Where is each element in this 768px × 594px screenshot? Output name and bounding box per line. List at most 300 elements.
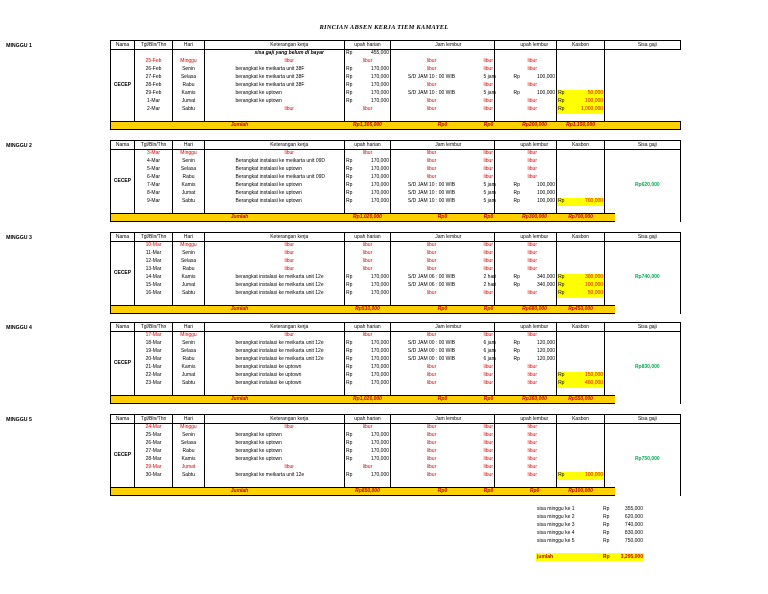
spacer [391,258,403,266]
empty-cell [569,114,605,122]
rp-cell: Rp [513,274,520,280]
spacer [605,488,615,496]
kasbon-cell: 50,000 [569,290,605,298]
day-cell: Sabtu [173,106,205,114]
rp-cell [557,364,569,372]
col-header-upah-lembur: upah lembur [513,233,557,242]
col-header-nama: Nama [111,233,135,242]
spacer [461,198,483,206]
spacer [461,448,483,456]
kasbon-cell [569,242,605,250]
spacer [205,456,235,464]
kasbon-cell [569,174,605,182]
overtime-time-cell: libur [426,98,437,104]
rp-cell: Rp [513,348,520,354]
overtime-hours-cell: 5 jam [483,74,496,80]
empty-cell [135,114,173,122]
spacer [391,233,403,242]
empty-cell [403,388,461,396]
overtime-wage-cell: 100,000 [527,74,557,82]
day-cell: Selasa [173,348,205,356]
spacer [391,141,403,150]
spacer [205,198,235,206]
overtime-time-cell: libur [426,250,437,256]
overtime-hours-cell: libur [483,290,493,296]
kasbon-cell [569,356,605,364]
kasbon-cell [569,166,605,174]
spacer [391,332,403,340]
total-overtime-time: Rp0 [403,214,483,222]
spacer [461,98,483,106]
col-header-tgl: Tgl/Bln/Thn [135,323,173,332]
spacer [495,258,513,266]
overtime-wage-cell: libur [527,106,557,114]
col-header-hari: Hari [173,41,205,50]
spacer [605,456,615,464]
empty-cell [557,388,569,396]
spacer [495,290,513,298]
note-text: sisa gaji yang belum di bayar [235,50,345,58]
date-cell: 8-Mar [135,190,173,198]
rp-cell: Rp [346,282,353,288]
overtime-hours-cell: 5 jam [483,90,496,96]
empty-cell [235,480,345,488]
description-cell: berangkat instalasi ke meikarta unit 12e [235,282,345,290]
summary-label: sisa minggu ke 2 [537,514,575,520]
spacer [205,472,235,480]
spacer [391,306,403,314]
table-row [111,106,681,114]
description-cell: berangkat instalasi ke uptown [235,364,345,372]
spacer [461,332,483,340]
spacer [391,464,403,472]
spacer [205,158,235,166]
note-row [111,50,681,58]
spacer [605,448,615,456]
empty-cell [527,298,557,306]
spacer [495,323,513,332]
rp-cell: Rp [346,432,353,438]
col-header-kasbon: Kasbon [557,41,605,50]
date-cell: 2-Mar [135,106,173,114]
daily-wage-cell: 170,000 [358,66,391,74]
spacer [461,464,483,472]
daily-wage-cell: 170,000 [358,158,391,166]
daily-wage-cell: 170,000 [358,182,391,190]
overtime-wage-cell: 340,000 [527,274,557,282]
day-cell: Rabu [173,174,205,182]
table-row [111,74,681,82]
spacer [461,348,483,356]
overtime-wage-cell: libur [527,456,557,464]
rp-cell: Rp [346,98,353,104]
rp-cell: Rp [557,290,569,298]
rp-cell [557,340,569,348]
kasbon-cell [569,150,605,158]
rp-cell: Rp [346,380,353,386]
spacer [605,182,615,190]
total-row [111,122,681,130]
rp-cell: Rp [346,74,353,80]
spacer [205,448,235,456]
overtime-wage-cell: 120,000 [527,348,557,356]
spacer [391,122,403,130]
empty-cell [235,114,345,122]
spacer [605,166,615,174]
day-cell: Rabu [173,448,205,456]
overtime-time-cell: S/D JAM 10 : 00 WIB [407,90,456,96]
date-cell: 25-Mar [135,432,173,440]
spacer [495,415,513,424]
description-cell: libur [235,258,345,266]
description-cell: Berangkat instalasi ke meikarta unit 09D [235,174,345,182]
overtime-time-cell: S/D JAM 06 : 00 WIB [407,282,456,288]
date-cell: 19-Mar [135,348,173,356]
spacer [391,282,403,290]
empty-cell [391,480,403,488]
spacer [391,98,403,106]
date-cell: 9-Mar [135,198,173,206]
spacer [605,340,615,348]
col-header-jam-lembur: Jam lembur [403,415,495,424]
empty-cell [403,480,461,488]
spacer [605,364,615,372]
rp-cell [557,190,569,198]
summary-table [536,505,644,561]
rp-cell [557,82,569,90]
spacer [495,166,513,174]
overtime-wage-cell: libur [527,166,557,174]
header-row [111,233,681,242]
day-cell: Senin [173,250,205,258]
daily-wage-cell: 170,000 [358,166,391,174]
day-cell: Rabu [173,356,205,364]
overtime-wage-cell: libur [527,242,557,250]
rp-cell [513,432,527,440]
spacer [461,364,483,372]
overtime-time-cell: libur [426,150,437,157]
overtime-wage-cell: libur [527,440,557,448]
daily-wage-cell: libur [345,266,391,274]
overtime-time-cell: libur [426,332,437,339]
day-cell: Jumat [173,464,205,472]
rp-cell: Rp [346,190,353,196]
spacer [495,233,513,242]
overtime-hours-cell: libur [483,432,493,438]
empty-cell [135,206,173,214]
spacer [205,141,235,150]
day-cell: Minggu [173,150,205,158]
spacer [605,290,615,298]
total-daily-wage: Rp1,305,000 [345,122,391,130]
description-cell: Berangkat instalasi ke uptown [235,190,345,198]
spacer [495,122,513,130]
kasbon-cell: 100,000 [569,282,605,290]
description-cell: Berangkat instalasi ke uptown [235,182,345,190]
empty-cell [569,206,605,214]
spacer [495,242,513,250]
empty-cell [403,298,461,306]
header-row [111,141,681,150]
col-header-hari: Hari [173,233,205,242]
spacer [605,74,615,82]
spacer [495,440,513,448]
total-row [111,396,681,404]
overtime-wage-cell: libur [527,98,557,106]
total-kasbon: Rp700,000 [557,214,605,222]
overtime-hours-cell: libur [483,464,493,470]
spacer [461,356,483,364]
table-row [111,82,681,90]
overtime-hours-cell: 6 jam [483,356,496,362]
summary-value: 740,000 [624,522,643,528]
col-header-keterangan: Keterangan kerja [235,233,345,242]
overtime-wage-cell: 120,000 [527,340,557,348]
empty-cell [391,50,403,58]
spacer [461,440,483,448]
day-cell: Rabu [173,82,205,90]
day-cell: Minggu [173,58,205,66]
spacer [495,456,513,464]
empty-cell [605,388,615,396]
spacer [461,250,483,258]
spacer [495,41,513,50]
spacer [605,158,615,166]
remaining-salary: Rp750,000 [615,424,681,496]
overtime-hours-cell: libur [483,456,493,462]
col-header-upah-harian: upah harian [345,141,391,150]
rp-cell: Rp [513,340,520,346]
total-row [111,306,681,314]
table-row [111,266,681,274]
overtime-wage-cell: 100,000 [527,90,557,98]
col-header-upah-harian: upah harian [345,233,391,242]
daily-wage-cell: libur [345,58,391,66]
description-cell: Berangkat instalasi ke meikarta unit 09D [235,158,345,166]
rp-cell [557,166,569,174]
empty-cell [403,50,461,58]
blank-row [111,388,681,396]
rp-cell [513,98,527,106]
daily-wage-cell: 170,000 [358,372,391,380]
col-header-sisa-gaji: Sisa gaji [615,323,681,332]
col-header-upah-harian: upah harian [345,323,391,332]
description-cell: berangkat ke uptown [235,432,345,440]
overtime-time-cell: S/D JAM 10 : 00 WIB [407,182,456,188]
spacer [391,396,403,404]
spacer [495,332,513,340]
rp-cell [513,332,527,340]
col-header-hari: Hari [173,323,205,332]
spacer [205,348,235,356]
description-cell: berangkat instalasi ke uptown [235,372,345,380]
col-header-keterangan: Keterangan kerja [235,141,345,150]
day-cell: Selasa [173,440,205,448]
date-cell: 26-Feb [135,66,173,74]
empty-cell [513,298,527,306]
empty-cell [391,114,403,122]
table-row [111,380,681,388]
rp-cell: Rp [346,66,353,72]
daily-wage-cell: 170,000 [358,348,391,356]
spacer [605,396,615,404]
empty-cell [461,114,483,122]
spacer [205,266,235,274]
rp-cell: Rp [346,472,353,478]
description-cell: libur [235,150,345,158]
spacer [605,233,615,242]
total-overtime-hours: Rp0 [483,214,494,220]
overtime-time-cell: S/D JAM 00 : 00 WIB [407,340,456,346]
spacer [461,182,483,190]
spacer [605,424,615,432]
daily-wage-cell: 170,000 [358,472,391,480]
empty-cell [527,206,557,214]
spacer [391,150,403,158]
remaining-salary: Rp620,000 [615,150,681,222]
col-header-upah-lembur: upah lembur [513,141,557,150]
table-row [111,66,681,74]
daily-wage-cell: 170,000 [358,282,391,290]
spacer [495,266,513,274]
rp-cell [513,158,527,166]
spacer [461,432,483,440]
empty-cell [605,50,615,58]
col-header-sisa-gaji: Sisa gaji [615,141,681,150]
table-row [111,290,681,298]
spacer [461,290,483,298]
rp-cell: Rp [346,440,353,446]
summary-row [536,513,644,521]
spacer [495,396,513,404]
empty-cell [205,480,235,488]
kasbon-cell: 150,000 [569,372,605,380]
spacer [495,348,513,356]
overtime-wage-cell: libur [527,150,557,158]
spacer [461,274,483,282]
spacer [391,266,403,274]
rp-cell [557,66,569,74]
empty-cell [513,388,527,396]
summary-spacer [536,545,644,553]
spacer [391,274,403,282]
rp-cell: Rp [346,82,353,88]
spacer [495,74,513,82]
total-kasbon: Rp450,000 [557,306,605,314]
spacer [391,190,403,198]
empty-cell [205,114,235,122]
table-row [111,372,681,380]
spacer [461,90,483,98]
overtime-wage-cell: libur [527,372,557,380]
summary-row [536,529,644,537]
kasbon-cell [569,456,605,464]
spacer [205,182,235,190]
rp-cell [557,74,569,82]
empty-cell [605,480,615,488]
col-header-upah-lembur: upah lembur [513,415,557,424]
col-header-nama: Nama [111,141,135,150]
overtime-wage-cell: libur [527,464,557,472]
spacer [391,82,403,90]
total-overtime-time: Rp0 [403,396,483,404]
description-cell: libur [235,464,345,472]
spacer [605,372,615,380]
rp-cell: Rp [346,356,353,362]
empty-cell [358,388,391,396]
spacer [605,122,615,130]
spacer [605,332,615,340]
empty-cell [345,388,358,396]
day-cell: Senin [173,66,205,74]
col-header-nama: Nama [111,323,135,332]
date-cell: 16-Mar [135,290,173,298]
overtime-hours-cell: 2 hari [483,274,497,280]
spacer [461,242,483,250]
spacer [495,340,513,348]
overtime-wage-cell: libur [527,424,557,432]
spacer [461,456,483,464]
remaining-salary: Rp830,000 [615,332,681,404]
empty-cell [391,298,403,306]
spacer [605,282,615,290]
rp-cell: Rp [557,472,569,480]
col-header-kasbon: Kasbon [557,233,605,242]
spacer [605,274,615,282]
spacer [391,380,403,388]
day-cell: Kamis [173,274,205,282]
date-cell: 28-Feb [135,82,173,90]
spacer [495,424,513,432]
spacer [495,66,513,74]
kasbon-cell [569,266,605,274]
table-row [111,158,681,166]
overtime-hours-cell: 2 hari [483,282,497,288]
summary-row [536,505,644,513]
date-cell: 7-Mar [135,182,173,190]
description-cell: libur [235,424,345,432]
overtime-wage-cell: libur [527,58,557,66]
kasbon-cell [569,424,605,432]
spacer [461,372,483,380]
kasbon-cell [569,258,605,266]
overtime-time-cell: S/D JAM 00 : 00 WIB [407,348,456,354]
overtime-time-cell: libur [426,106,437,112]
daily-wage-cell: 170,000 [358,174,391,182]
kasbon-cell [569,66,605,74]
empty-cell [557,298,569,306]
empty-cell [527,114,557,122]
empty-cell [358,114,391,122]
total-overtime-time: Rp0 [403,306,483,314]
spacer [605,98,615,106]
spacer [205,58,235,66]
empty-cell [557,50,569,58]
date-cell: 26-Mar [135,440,173,448]
overtime-time-cell: libur [426,364,437,370]
total-daily-wage: Rp1,020,000 [345,396,391,404]
kasbon-cell: 400,000 [569,380,605,388]
page-title: RINCIAN ABSEN KERJA TIEM KAMAYEL [319,24,449,31]
hari-cell [173,50,205,58]
col-header-nama: Nama [111,41,135,50]
rp-cell: Rp [346,364,353,370]
total-overtime-wage: Rp680,000 [513,306,557,314]
description-cell: berangkat ke uptown [235,90,345,98]
spacer [461,66,483,74]
spacer [605,415,615,424]
tgl-cell [135,50,173,58]
